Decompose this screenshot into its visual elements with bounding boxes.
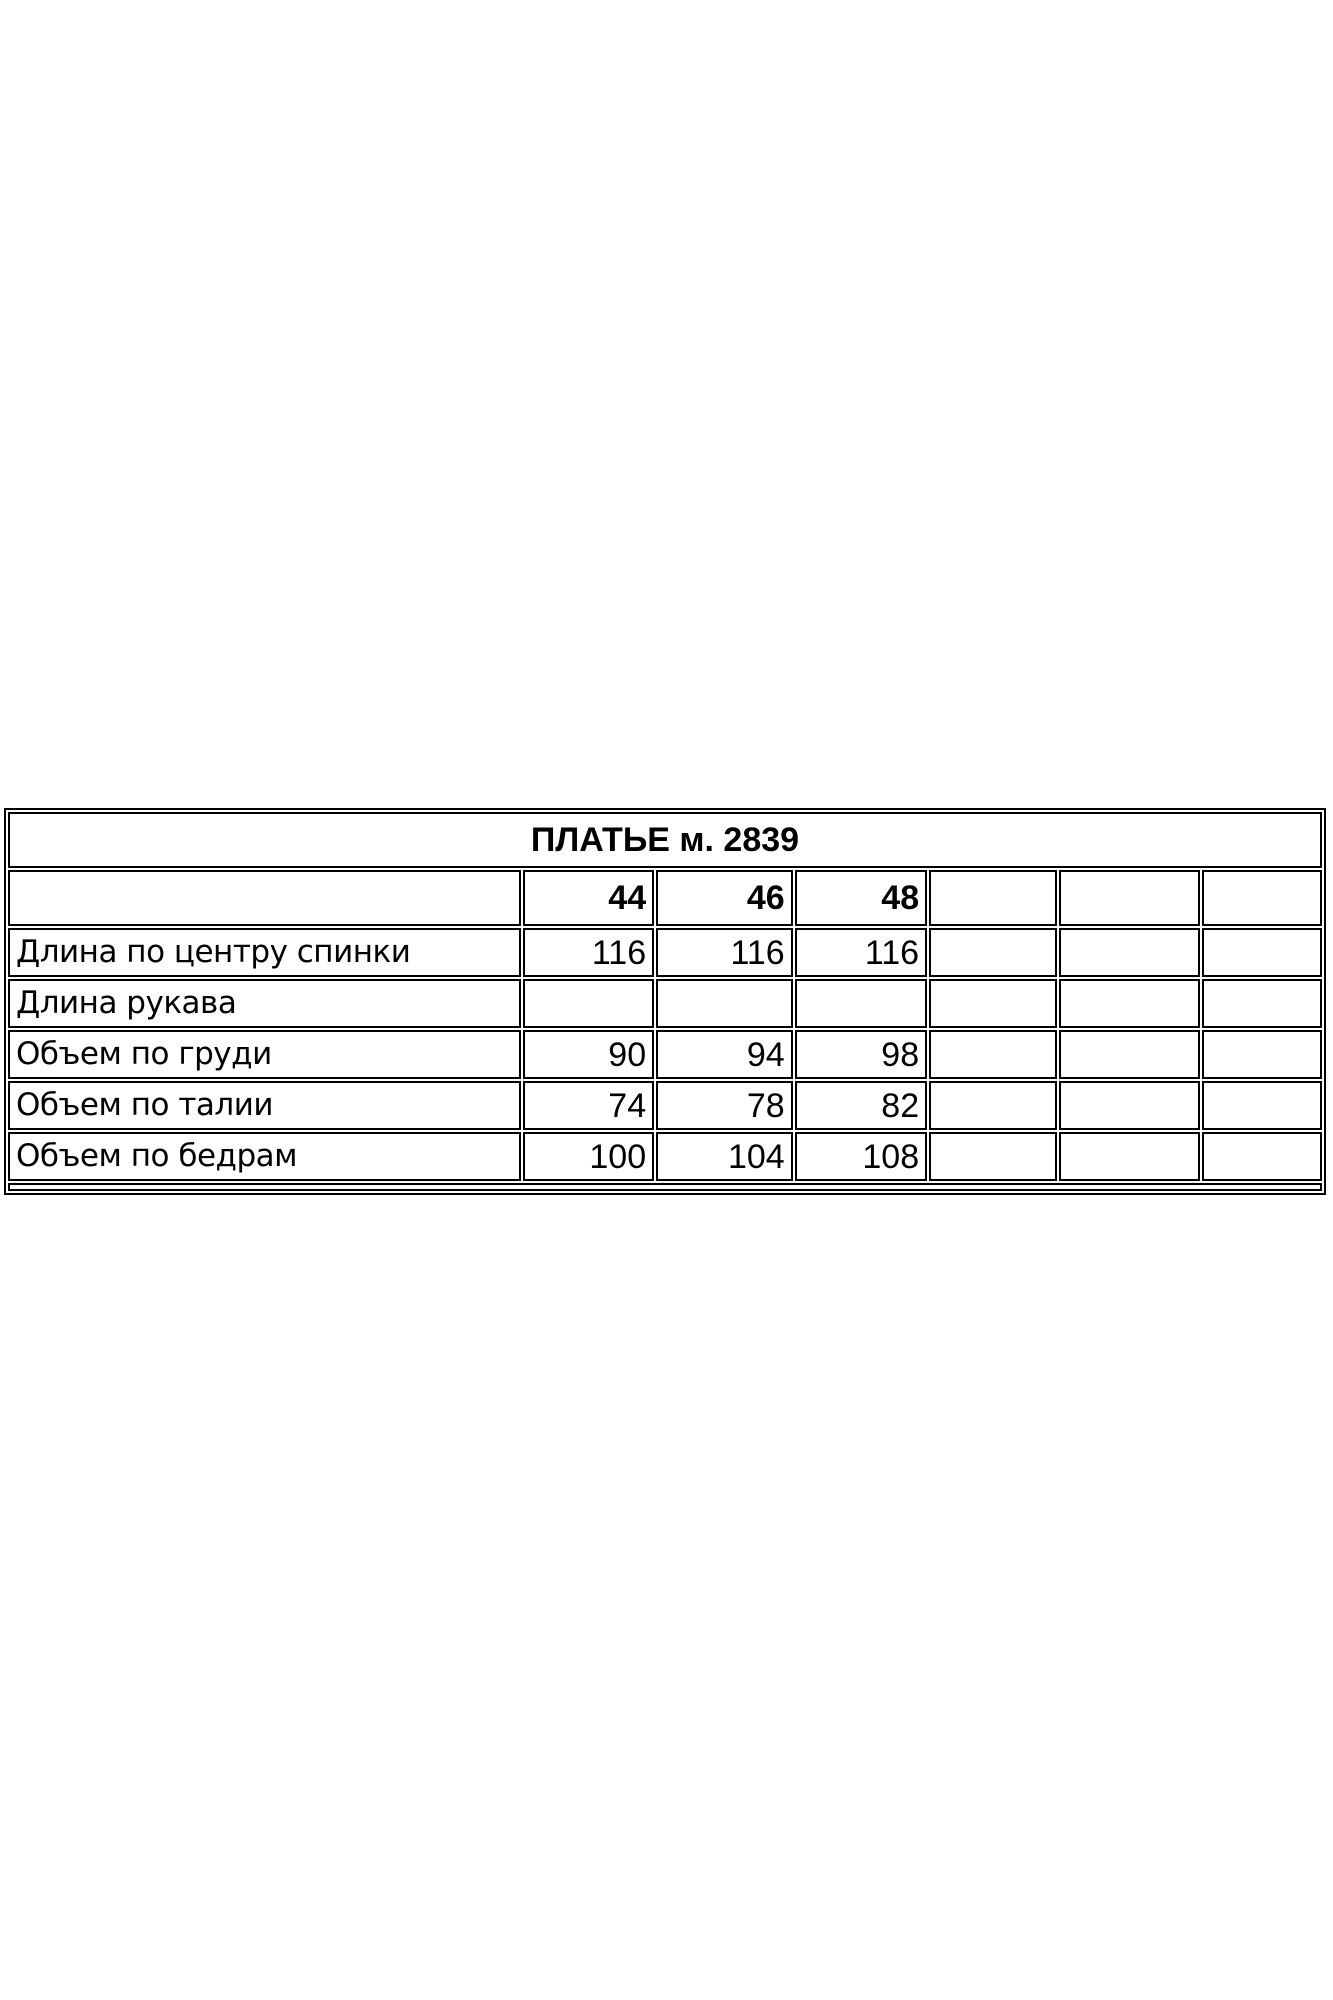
- table-row: [8, 979, 1322, 1028]
- value-cell: [1059, 1081, 1200, 1130]
- size-header-cell: 46: [656, 870, 793, 926]
- value-cell: [1059, 979, 1200, 1028]
- size-header-row: [8, 870, 1322, 926]
- value-cell: [1059, 1132, 1200, 1181]
- value-cell: 74: [523, 1081, 654, 1130]
- table-row: [8, 1081, 1322, 1130]
- size-header-cell: 44: [523, 870, 654, 926]
- value-cell: [1202, 928, 1322, 977]
- value-cell: 116: [656, 928, 793, 977]
- value-cell: [1202, 979, 1322, 1028]
- value-cell: [929, 928, 1057, 977]
- row-label: Длина рукава: [8, 979, 521, 1028]
- header-empty-cell: [8, 870, 521, 926]
- row-label: Объем по бедрам: [8, 1132, 521, 1181]
- value-cell: 104: [656, 1132, 793, 1181]
- value-cell: [1059, 928, 1200, 977]
- value-cell: [929, 1030, 1057, 1079]
- size-header-cell: [1202, 870, 1322, 926]
- row-label: Объем по талии: [8, 1081, 521, 1130]
- row-label: Длина по центру спинки: [8, 928, 521, 977]
- size-header-cell: [1059, 870, 1200, 926]
- size-chart-table: [4, 808, 1326, 1195]
- value-cell: 116: [523, 928, 654, 977]
- value-cell: [523, 979, 654, 1028]
- value-cell: 116: [795, 928, 927, 977]
- value-cell: [656, 979, 793, 1028]
- size-header-cell: 48: [795, 870, 927, 926]
- table-title: ПЛАТЬЕ м. 2839: [8, 812, 1322, 868]
- value-cell: 78: [656, 1081, 793, 1130]
- value-cell: [929, 979, 1057, 1028]
- value-cell: [1202, 1030, 1322, 1079]
- value-cell: [1202, 1132, 1322, 1181]
- value-cell: [929, 1132, 1057, 1181]
- value-cell: [1059, 1030, 1200, 1079]
- table-footer-cell: [8, 1183, 1322, 1191]
- value-cell: [1202, 1081, 1322, 1130]
- size-header-cell: [929, 870, 1057, 926]
- title-row: [8, 812, 1322, 868]
- table-row: [8, 1132, 1322, 1181]
- value-cell: [929, 1081, 1057, 1130]
- value-cell: 94: [656, 1030, 793, 1079]
- value-cell: 100: [523, 1132, 654, 1181]
- value-cell: 90: [523, 1030, 654, 1079]
- row-label: Объем по груди: [8, 1030, 521, 1079]
- table-row: [8, 928, 1322, 977]
- value-cell: [795, 979, 927, 1028]
- value-cell: 82: [795, 1081, 927, 1130]
- value-cell: 98: [795, 1030, 927, 1079]
- table-row: [8, 1030, 1322, 1079]
- table-footer-row: [8, 1183, 1322, 1191]
- value-cell: 108: [795, 1132, 927, 1181]
